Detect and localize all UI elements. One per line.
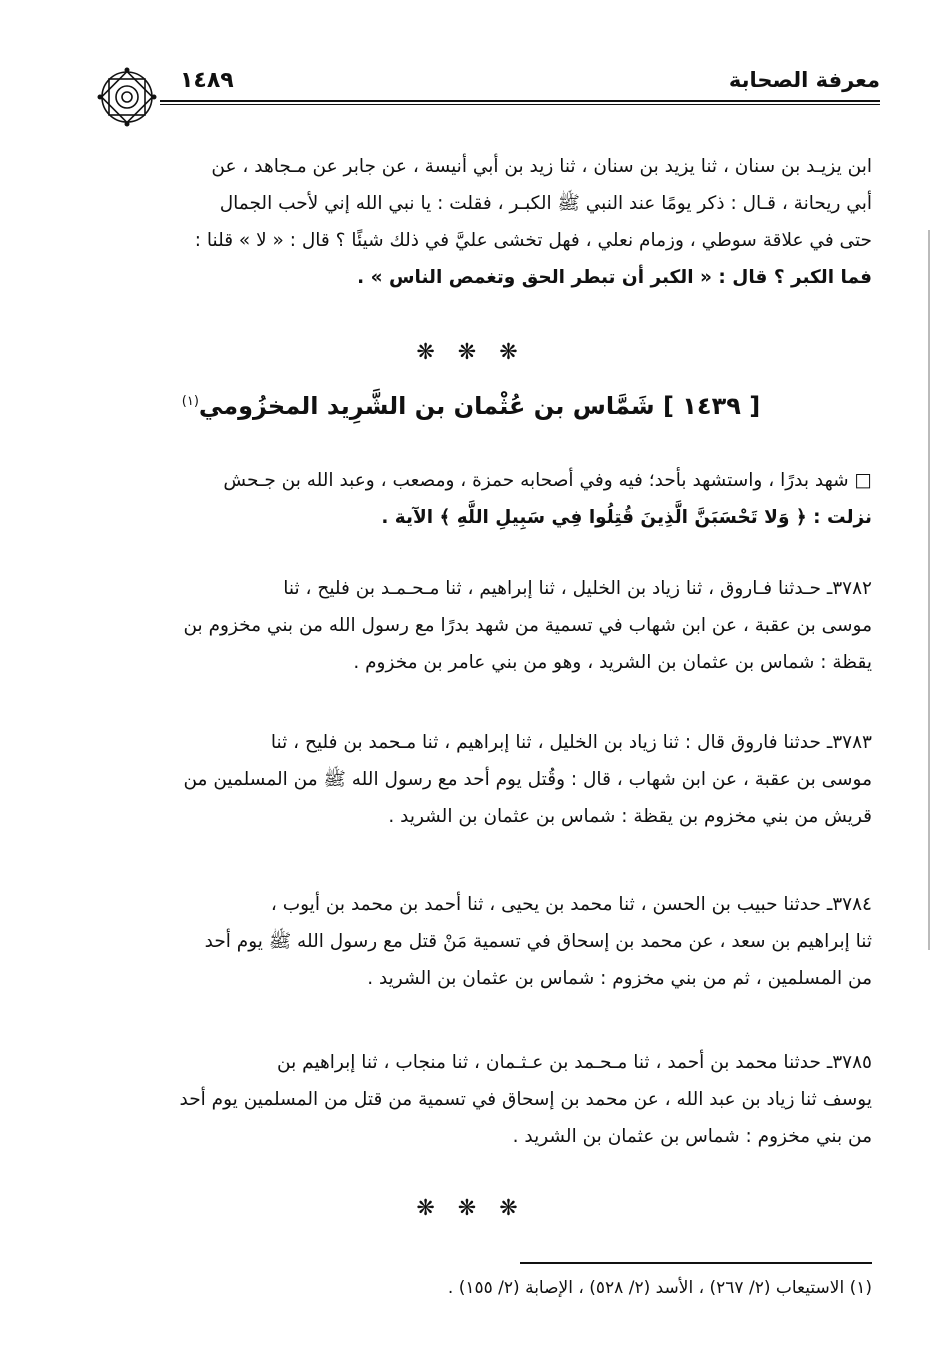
text-line: ٣٧٨٤ـ حدثنا حبيب بن الحسن ، ثنا محمد بن يحيى ، ثنا أحمد بن محمد بن أيوب ، xyxy=(270,894,872,915)
scan-edge-line xyxy=(928,230,930,950)
entry-title-text: [ ١٤٣٩ ] شَمَّاس بن عُثْمان بن الشَّرِيد المخزُومي xyxy=(198,392,761,420)
text-line: من بني مخزوم : شماس بن عثمان بن الشريد . xyxy=(512,1126,872,1147)
text-line: ٣٧٨٣ـ حدثنا فاروق قال : ثنا زياد بن الخليل ، ثنا إبراهيم ، ثنا مـحمد بن فليح ، ثنا xyxy=(270,732,872,753)
text-line: يقظة : شماس بن عثمان بن الشريد ، وهو من بني عامر بن مخزوم . xyxy=(353,652,872,673)
header-rule xyxy=(160,100,880,102)
entry-title xyxy=(0,392,942,420)
header-rule-thin xyxy=(160,104,880,105)
text-line: أبي ريحانة ، قـال : ذكر يومًا عند النبي ﷺ الكبـر ، فقلت : يا نبي الله إني لأحب الجمال xyxy=(219,193,872,214)
text-line: من المسلمين ، ثم من بني مخزوم : شماس بن عثمان بن الشريد . xyxy=(367,968,872,989)
separator-stars: ❋ ❋ ❋ xyxy=(416,1196,526,1221)
text-line: يوسف ثنا زياد بن عبد الله ، عن محمد بن إسحاق في تسمية من قتل من المسلمين يوم أحد xyxy=(179,1089,872,1110)
text-line: ٣٧٨٢ـ حـدثنا فـاروق ، ثنا زياد بن الخليل ، ثنا إبراهيم ، ثنا مـحـمـد بن فليح ، ثنا xyxy=(283,578,872,599)
hadith-3784 xyxy=(102,886,872,997)
text-line: فما الكبر ؟ قال : « الكبر أن تبطر الحق وتغمص الناس » . xyxy=(357,267,872,288)
separator-stars: ❋ ❋ ❋ xyxy=(416,340,526,365)
footnote-mark: (١) xyxy=(181,394,199,409)
footnote: (١) الاستيعاب (٢/ ٢٦٧) ، الأسد (٢/ ٥٢٨) ، الإصابة (٢/ ١٥٥) . xyxy=(447,1278,872,1298)
hadith-3785 xyxy=(102,1044,872,1155)
text-line: ثنا إبراهيم بن سعد ، عن محمد بن إسحاق في تسمية مَنْ قتل مع رسول الله ﷺ يوم أحد xyxy=(204,931,872,952)
book-title: معرفة الصحابة xyxy=(728,68,880,92)
intro-paragraph xyxy=(102,462,872,536)
ornament-icon xyxy=(96,66,158,128)
hadith-3783 xyxy=(102,724,872,835)
text-line: ابن يزيـد بن سنان ، ثنا يزيد بن سنان ، ثنا زيد بن أبي أنيسة ، عن جابر عن مـجاهد ، عن xyxy=(211,156,872,177)
page-number: ١٤٨٩ xyxy=(180,68,234,93)
text-line: موسى بن عقبة ، عن ابن شهاب في تسمية من شهد بدرًا مع رسول الله من بني مخزوم بن xyxy=(183,615,872,636)
footnote-rule xyxy=(520,1262,872,1264)
paragraph-top xyxy=(102,148,872,296)
text-line: حتى في علاقة سوطي ، وزمام نعلي ، فهل تخشى عليَّ في ذلك شيئًا ؟ قال : « لا » قلنا : xyxy=(194,230,872,251)
text-line: ٣٧٨٥ـ حدثنا محمد بن أحمد ، ثنا مـحـمد بن عـثـمان ، ثنا منجاب ، ثنا إبراهيم بن xyxy=(277,1052,872,1073)
page-header xyxy=(96,50,880,110)
text-line: موسى بن عقبة ، عن ابن شهاب ، قال : وقُتل يوم أحد مع رسول الله ﷺ من المسلمين من xyxy=(183,769,872,790)
text-line: □ شهد بدرًا ، واستشهد بأحد؛ فيه وفي أصحابه حمزة ، ومصعب ، وعبد الله بن جـحش xyxy=(223,470,872,491)
text-line: نزلت : ﴿ وَلا تَحْسَبَنَّ الَّذِينَ قُتِلُوا فِي سَبِيلِ اللَّهِ ﴾ الآية . xyxy=(381,507,872,528)
hadith-3782 xyxy=(102,570,872,681)
text-line: قريش من بني مخزوم بن يقظة : شماس بن عثمان بن الشريد . xyxy=(388,806,872,827)
